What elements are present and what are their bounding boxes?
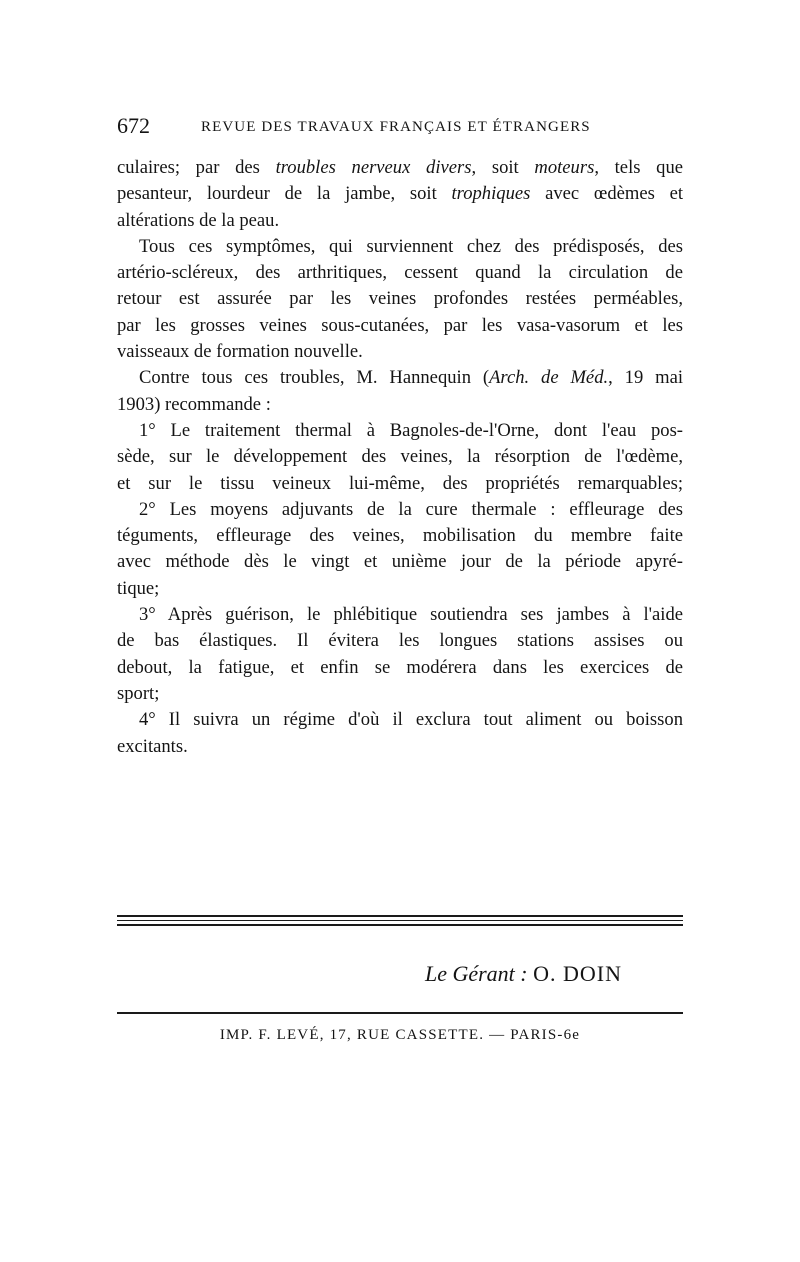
divider-rule <box>117 924 683 926</box>
page-number: 672 <box>117 113 150 138</box>
text-line: pesanteur, lourdeur de la jambe, soit trophiques avec œdèmes et <box>117 183 683 205</box>
text-line: 4° Il suivra un régime d'où il exclura tout aliment ou boisson <box>139 709 683 731</box>
printer-imprint: IMP. F. LEVÉ, 17, RUE CASSETTE. — PARIS-6e <box>219 1027 581 1043</box>
text-line: téguments, effleurage des veines, mobilisation du membre faite <box>117 525 683 547</box>
signature-name: O. DOIN <box>533 961 622 986</box>
divider-rule <box>117 915 683 917</box>
text-line: 1° Le traitement thermal à Bagnoles-de-l'Orne, dont l'eau pos- <box>139 419 683 441</box>
text-line: vaisseaux de formation nouvelle. <box>117 341 363 363</box>
text-line: artério-scléreux, des arthritiques, cessent quand la circulation de <box>117 262 683 284</box>
signature-label: Le Gérant : <box>424 961 528 986</box>
text-line: 3° Après guérison, le phlébitique soutiendra ses jambes à l'aide <box>139 604 683 626</box>
text-line: 2° Les moyens adjuvants de la cure thermale : effleurage des <box>139 498 683 520</box>
text-line: retour est assurée par les veines profondes restées perméables, <box>117 288 683 310</box>
signature <box>117 958 622 990</box>
text-line: tique; <box>117 577 160 599</box>
text-line: excitants. <box>117 735 188 757</box>
divider-rule <box>117 1012 683 1014</box>
text-line: sport; <box>117 682 160 704</box>
text-line: et sur le tissu veineux lui-même, des propriétés remarquables; <box>117 472 683 494</box>
page-header <box>117 112 683 140</box>
body-text <box>117 155 683 760</box>
text-line: sède, sur le développement des veines, la résorption de l'œdème, <box>117 446 683 468</box>
text-line: Contre tous ces troubles, M. Hannequin (Arch. de Méd., 19 mai <box>139 367 683 389</box>
text-line: 1903) recommande : <box>117 393 271 415</box>
text-line: culaires; par des troubles nerveux divers, soit moteurs, tels que <box>117 157 683 178</box>
text-line: debout, la fatigue, et enfin se modérera dans les exercices de <box>117 656 683 678</box>
text-line: par les grosses veines sous-cutanées, par les vasa-vasorum et les <box>117 314 683 336</box>
text-line: Tous ces symptômes, qui surviennent chez des prédisposés, des <box>139 235 683 257</box>
running-head: REVUE DES TRAVAUX FRANÇAIS ET ÉTRANGERS <box>201 119 591 135</box>
divider-rule <box>117 920 683 921</box>
text-line: altérations de la peau. <box>117 209 280 231</box>
text-line: de bas élastiques. Il évitera les longues stations assises ou <box>117 630 683 652</box>
text-line: avec méthode dès le vingt et unième jour de la période apyré- <box>117 551 683 573</box>
